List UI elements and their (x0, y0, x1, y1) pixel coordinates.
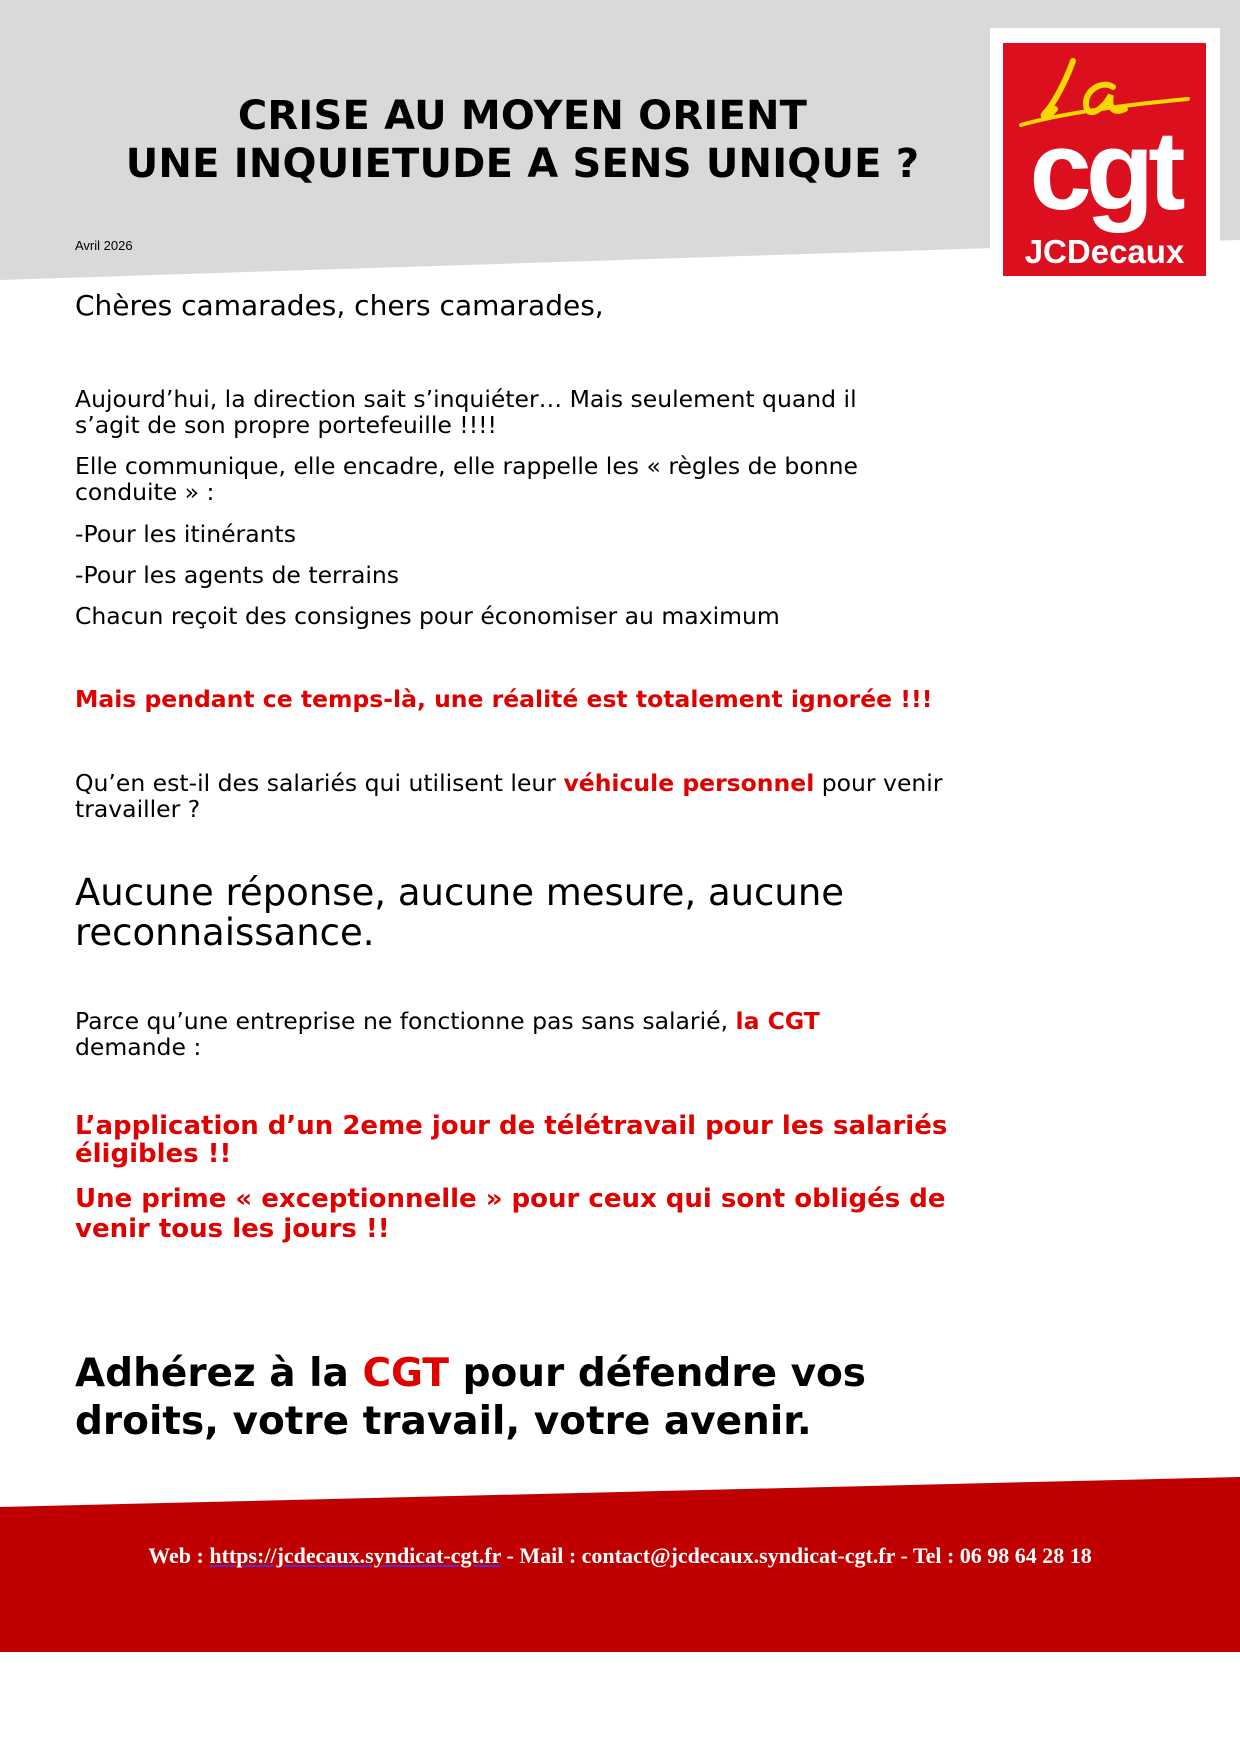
request-2-line-1: Une prime « exceptionnelle » pour ceux qui sont obligés de (75, 1184, 946, 1214)
footer-contact (0, 1543, 1240, 1569)
list-item: -Pour les agents de terrains (75, 561, 400, 589)
footer-tel-label: - Tel : (894, 1543, 960, 1568)
demand-highlight: la CGT (735, 1007, 820, 1035)
demand-line-1 (75, 1008, 820, 1034)
greeting: Chères camarades, chers camarades, (75, 289, 604, 322)
title-line-2: UNE INQUIETUDE A SENS UNIQUE ? (125, 141, 920, 187)
footer-mail-label: - Mail : (501, 1543, 582, 1568)
question-highlight: véhicule personnel (563, 769, 815, 797)
request-1-line-2: éligibles !! (75, 1139, 232, 1169)
demand-pre: Parce qu’une entreprise ne fonctionne pas sans salarié, (75, 1007, 736, 1035)
footer-web-label: Web : (148, 1543, 210, 1568)
question-line-1 (75, 770, 943, 796)
logo-cgt-text: cgt (1029, 108, 1180, 233)
cta-highlight: CGT (362, 1351, 449, 1396)
call-to-action (75, 1350, 866, 1446)
question-pre: Qu’en est-il des salariés qui utilisent leur (75, 769, 564, 797)
list-item: -Pour les itinérants (75, 520, 296, 548)
alert-text: Mais pendant ce temps-là, une réalité est totalement ignorée !!! (75, 685, 933, 713)
request-1-line-1: L’application d’un 2eme jour de télétravail pour les salariés (75, 1111, 948, 1141)
question-line-2: travailler ? (75, 795, 201, 823)
paragraph-1-line-2: s’agit de son propre portefeuille !!!! (75, 411, 497, 439)
statement-line-1: Aucune réponse, aucune mesure, aucune (75, 871, 845, 914)
paragraph-2-line-1: Elle communique, elle encadre, elle rappelle les « règles de bonne (75, 452, 858, 480)
cta-post: pour défendre vos (449, 1351, 867, 1396)
cta-pre: Adhérez à la (75, 1351, 363, 1396)
logo-jcdecaux-text: JCDecaux (1024, 233, 1185, 270)
paragraph-3: Chacun reçoit des consignes pour économiser au maximum (75, 602, 780, 630)
publication-date: Avril 2026 (75, 238, 133, 253)
footer-web-link[interactable]: https://jcdecaux.syndicat-cgt.fr (209, 1543, 501, 1568)
page-title (60, 92, 985, 188)
request-2-line-2: venir tous les jours !! (75, 1214, 390, 1244)
footer-mail: contact@jcdecaux.syndicat-cgt.fr (581, 1543, 895, 1568)
logo-red-box (1003, 43, 1206, 276)
footer-tel: 06 98 64 28 18 (959, 1543, 1092, 1568)
title-line-1: CRISE AU MOYEN ORIENT (237, 93, 808, 139)
demand-line-2: demande : (75, 1033, 202, 1061)
cta-line-2: droits, votre travail, votre avenir. (75, 1399, 812, 1444)
statement-line-2: reconnaissance. (75, 911, 375, 954)
question-post: pour venir (814, 769, 943, 797)
paragraph-2-line-2: conduite » : (75, 478, 215, 506)
cta-line-1 (75, 1350, 866, 1398)
cgt-jcdecaux-logo (990, 28, 1220, 280)
paragraph-1-line-1: Aujourd’hui, la direction sait s’inquiéter… Mais seulement quand il (75, 385, 857, 413)
